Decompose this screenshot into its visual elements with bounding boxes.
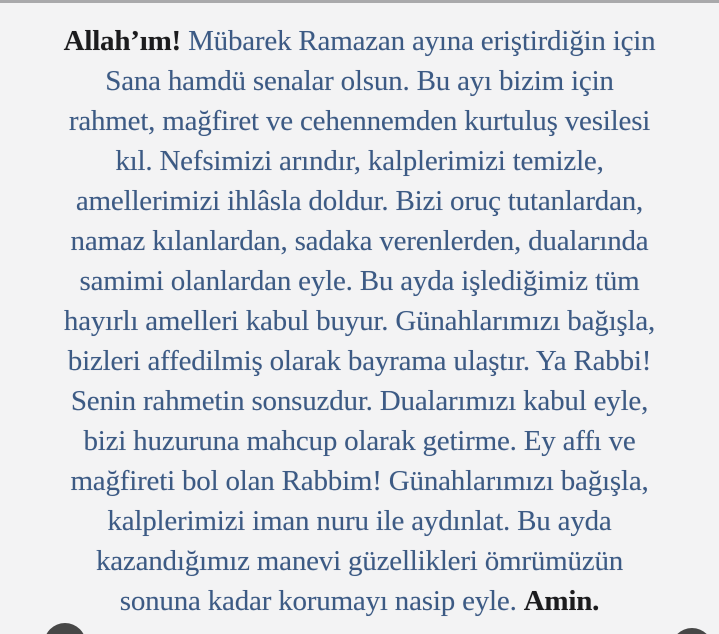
bottom-left-avatar-circle[interactable]: [44, 623, 86, 634]
prayer-line: mağfireti bol olan Rabbim! Günahlarımızı bağışla,: [70, 465, 649, 497]
prayer-line-text: sonuna kadar korumayı nasip eyle.: [119, 585, 517, 617]
prayer-line: bizleri affedilmiş olarak bayrama ulaştır. Ya Rabbi!: [67, 345, 652, 377]
bottom-right-avatar-circle[interactable]: [671, 628, 713, 634]
prayer-text: [0, 21, 719, 621]
prayer-line: amellerimizi ihlâsla doldur. Bizi oruç tutanlardan,: [75, 185, 644, 217]
prayer-line: namaz kılanlardan, sadaka verenlerden, dualarında: [70, 225, 649, 257]
prayer-line: [0, 21, 719, 61]
prayer-line: hayırlı amelleri kabul buyur. Günahlarımızı bağışla,: [63, 305, 656, 337]
prayer-line: samimi olanlardan eyle. Bu ayda işlediğimiz tüm: [79, 265, 640, 297]
prayer-opening-word: Allah’ım!: [63, 25, 182, 57]
prayer-line: [0, 581, 719, 621]
prayer-line: Sana hamdü senalar olsun. Bu ayı bizim için: [105, 65, 614, 97]
prayer-line: Senin rahmetin sonsuzdur. Dualarımızı kabul eyle,: [70, 385, 649, 417]
prayer-line-text: Mübarek Ramazan ayına eriştirdiğin için: [188, 25, 656, 57]
prayer-line: kıl. Nefsimizi arındır, kalplerimizi temizle,: [115, 145, 604, 177]
top-divider: [0, 0, 719, 3]
prayer-closing-word: Amin.: [523, 585, 600, 617]
prayer-line: bizi huzuruna mahcup olarak getirme. Ey affı ve: [83, 425, 636, 457]
prayer-line: rahmet, mağfiret ve cehennemden kurtuluş vesilesi: [68, 105, 651, 137]
prayer-line: kalplerimizi iman nuru ile aydınlat. Bu ayda: [107, 505, 612, 537]
prayer-line: kazandığımız manevi güzellikleri ömrümüzün: [95, 545, 624, 577]
